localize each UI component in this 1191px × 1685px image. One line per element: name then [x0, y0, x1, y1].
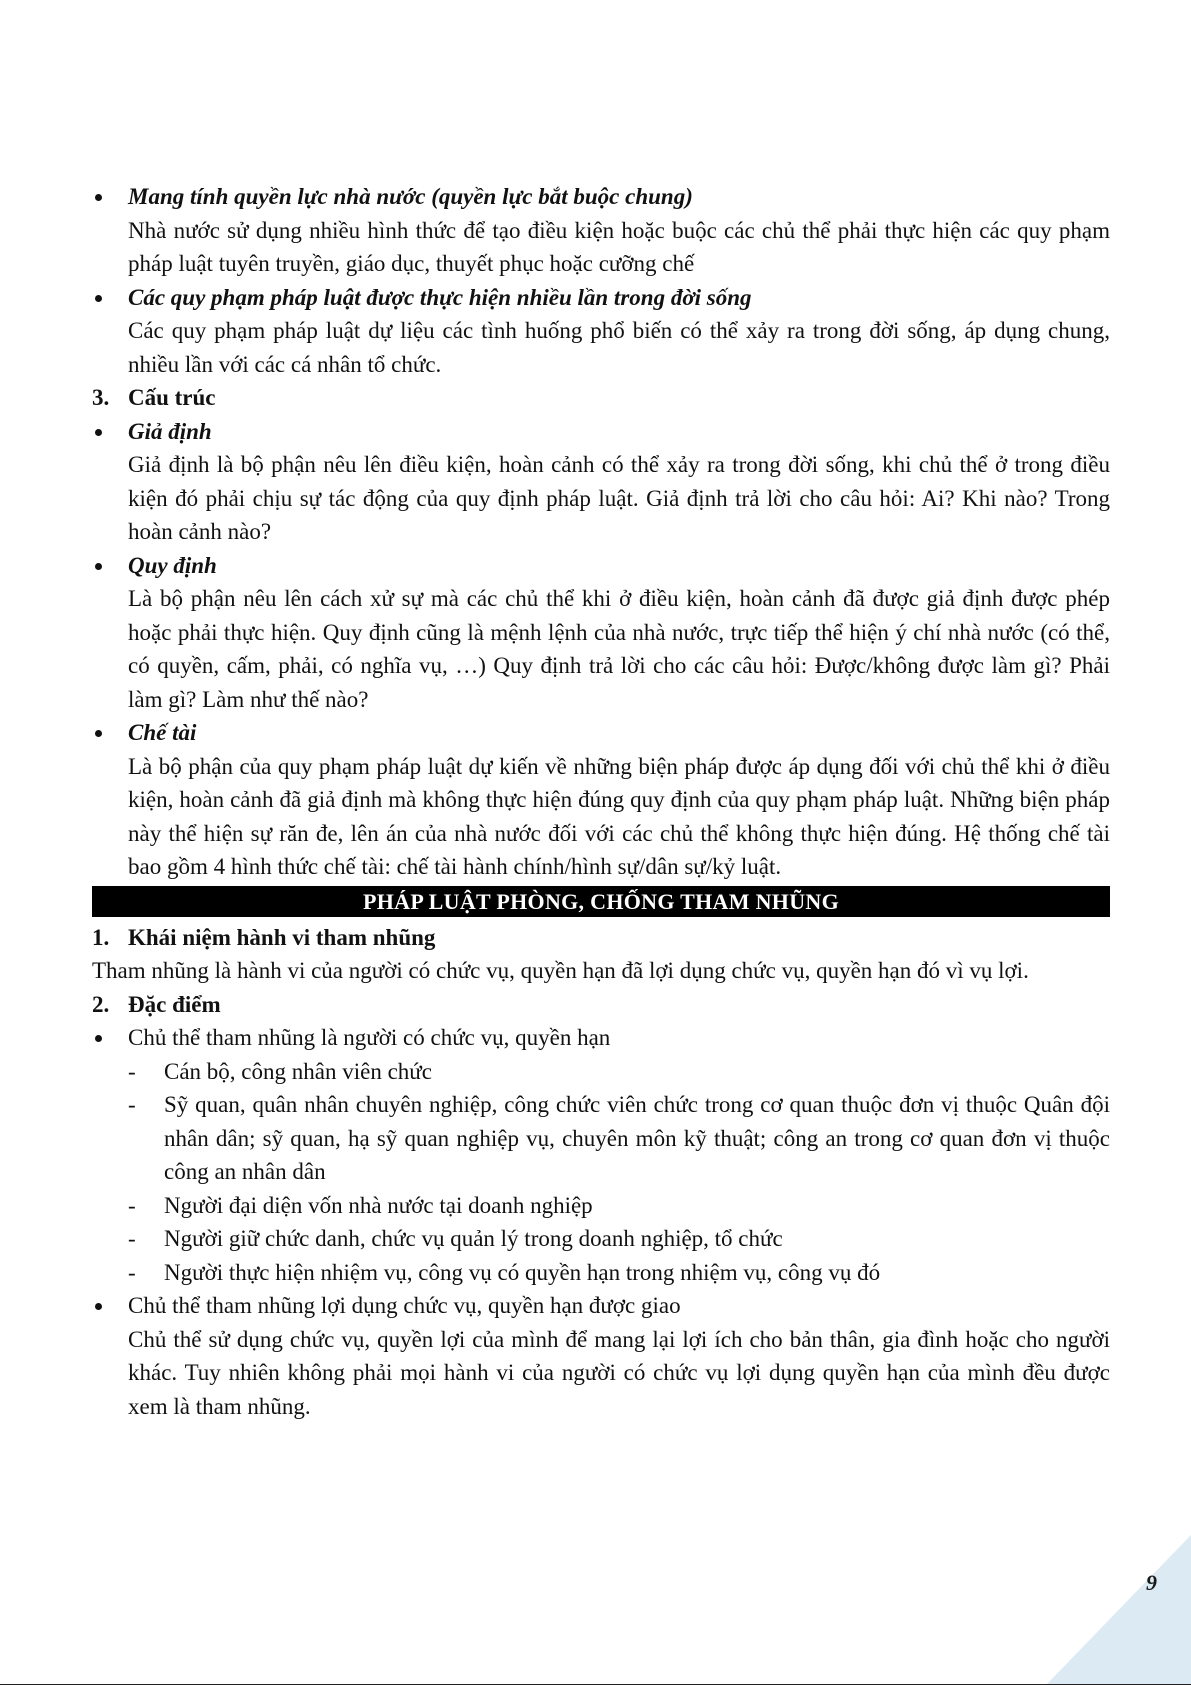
heading-title: Đặc điểm	[128, 991, 221, 1017]
bullet-heading: Chế tài	[92, 716, 1110, 750]
paragraph: Tham nhũng là hành vi của người có chức vụ, quyền hạn đã lợi dụng chức vụ, quyền hạn đó vì vụ lợi.	[92, 958, 1029, 983]
corner-triangle-decoration	[1046, 1535, 1191, 1685]
bullet-heading: Quy định	[92, 549, 1110, 583]
section-title-bar: PHÁP LUẬT PHÒNG, CHỐNG THAM NHŨNG	[92, 886, 1110, 917]
bullet-heading: Mang tính quyền lực nhà nước (quyền lực bắt buộc chung)	[92, 180, 1110, 214]
paragraph: Giả định là bộ phận nêu lên điều kiện, hoàn cảnh có thể xảy ra trong đời sống, khi chủ thể ở trong điều kiện đó phải chịu sự tác động của quy định pháp luật. Giả định trả lời cho câu hỏi: Ai? Khi nào? Trong hoàn cảnh nào?	[128, 452, 1110, 544]
dash-item: - Sỹ quan, quân nhân chuyên nghiệp, công chức viên chức trong cơ quan thuộc đơn vị thuộc Quân đội nhân dân; sỹ quan, hạ sỹ quan nghiệp vụ, chuyên môn kỹ thuật; công an trong cơ quan đơn vị thuộc công an nhân dân	[92, 1088, 1110, 1189]
dash-item: - Cán bộ, công nhân viên chức	[92, 1055, 1110, 1089]
corner-triangle	[1046, 1535, 1191, 1685]
dash-item: - Người giữ chức danh, chức vụ quản lý trong doanh nghiệp, tổ chức	[92, 1222, 1110, 1256]
paragraph: Chủ thể sử dụng chức vụ, quyền lợi của mình để mang lại lợi ích cho bản thân, gia đình hoặc cho người khác. Tuy nhiên không phải mọi hành vi của người có chức vụ lợi dụng quyền hạn của mình đều được xem là tham nhũng.	[128, 1326, 1110, 1419]
bullet-heading: Các quy phạm pháp luật được thực hiện nhiều lần trong đời sống	[92, 281, 1110, 315]
bullet-item: Chủ thể tham nhũng lợi dụng chức vụ, quyền hạn được giao	[92, 1289, 1110, 1323]
heading-number: 1.	[92, 924, 110, 950]
paragraph: Các quy phạm pháp luật dự liệu các tình huống phổ biến có thể xảy ra trong đời sống, áp dụng chung, nhiều lần với các cá nhân tổ chức.	[128, 318, 1110, 377]
section-heading-concept	[92, 921, 1110, 955]
heading-number: 2.	[92, 991, 110, 1017]
section-heading-features	[92, 988, 1110, 1022]
page-number: 9	[1146, 1570, 1157, 1595]
section-heading-structure	[92, 381, 1110, 415]
heading-title: Khái niệm hành vi tham nhũng	[128, 924, 436, 950]
paragraph: Là bộ phận của quy phạm pháp luật dự kiến về những biện pháp được áp dụng đối với chủ thể khi ở điều kiện, hoàn cảnh đã giả định mà không thực hiện đúng quy định của quy phạm pháp luật. Những biện pháp này thể hiện sự răn đe, lên án của nhà nước đối với các chủ thể không thực hiện đúng. Hệ thống chế tài bao gồm 4 hình thức chế tài: chế tài hành chính/hình sự/dân sự/kỷ luật.	[128, 753, 1110, 879]
heading-title: Cấu trúc	[128, 385, 216, 410]
heading-number: 3.	[92, 385, 110, 410]
page-content	[92, 180, 1110, 1423]
bullet-heading: Giả định	[92, 415, 1110, 449]
paragraph: Là bộ phận nêu lên cách xử sự mà các chủ thể khi ở điều kiện, hoàn cảnh đã được giả định được phép hoặc phải thực hiện. Quy định cũng là mệnh lệnh của nhà nước, trực tiếp thể hiện ý chí nhà nước (có thể, có quyền, cấm, phải, có nghĩa vụ, …) Quy định trả lời cho các câu hỏi: Được/không được làm gì? Phải làm gì? Làm như thế nào?	[128, 586, 1110, 712]
dash-item: - Người đại diện vốn nhà nước tại doanh nghiệp	[92, 1189, 1110, 1223]
paragraph: Nhà nước sử dụng nhiều hình thức để tạo điều kiện hoặc buộc các chủ thể phải thực hiện các quy phạm pháp luật tuyên truyền, giáo dục, thuyết phục hoặc cưỡng chế	[128, 217, 1110, 276]
bullet-item: Chủ thể tham nhũng là người có chức vụ, quyền hạn	[92, 1021, 1110, 1055]
dash-item: - Người thực hiện nhiệm vụ, công vụ có quyền hạn trong nhiệm vụ, công vụ đó	[92, 1256, 1110, 1290]
